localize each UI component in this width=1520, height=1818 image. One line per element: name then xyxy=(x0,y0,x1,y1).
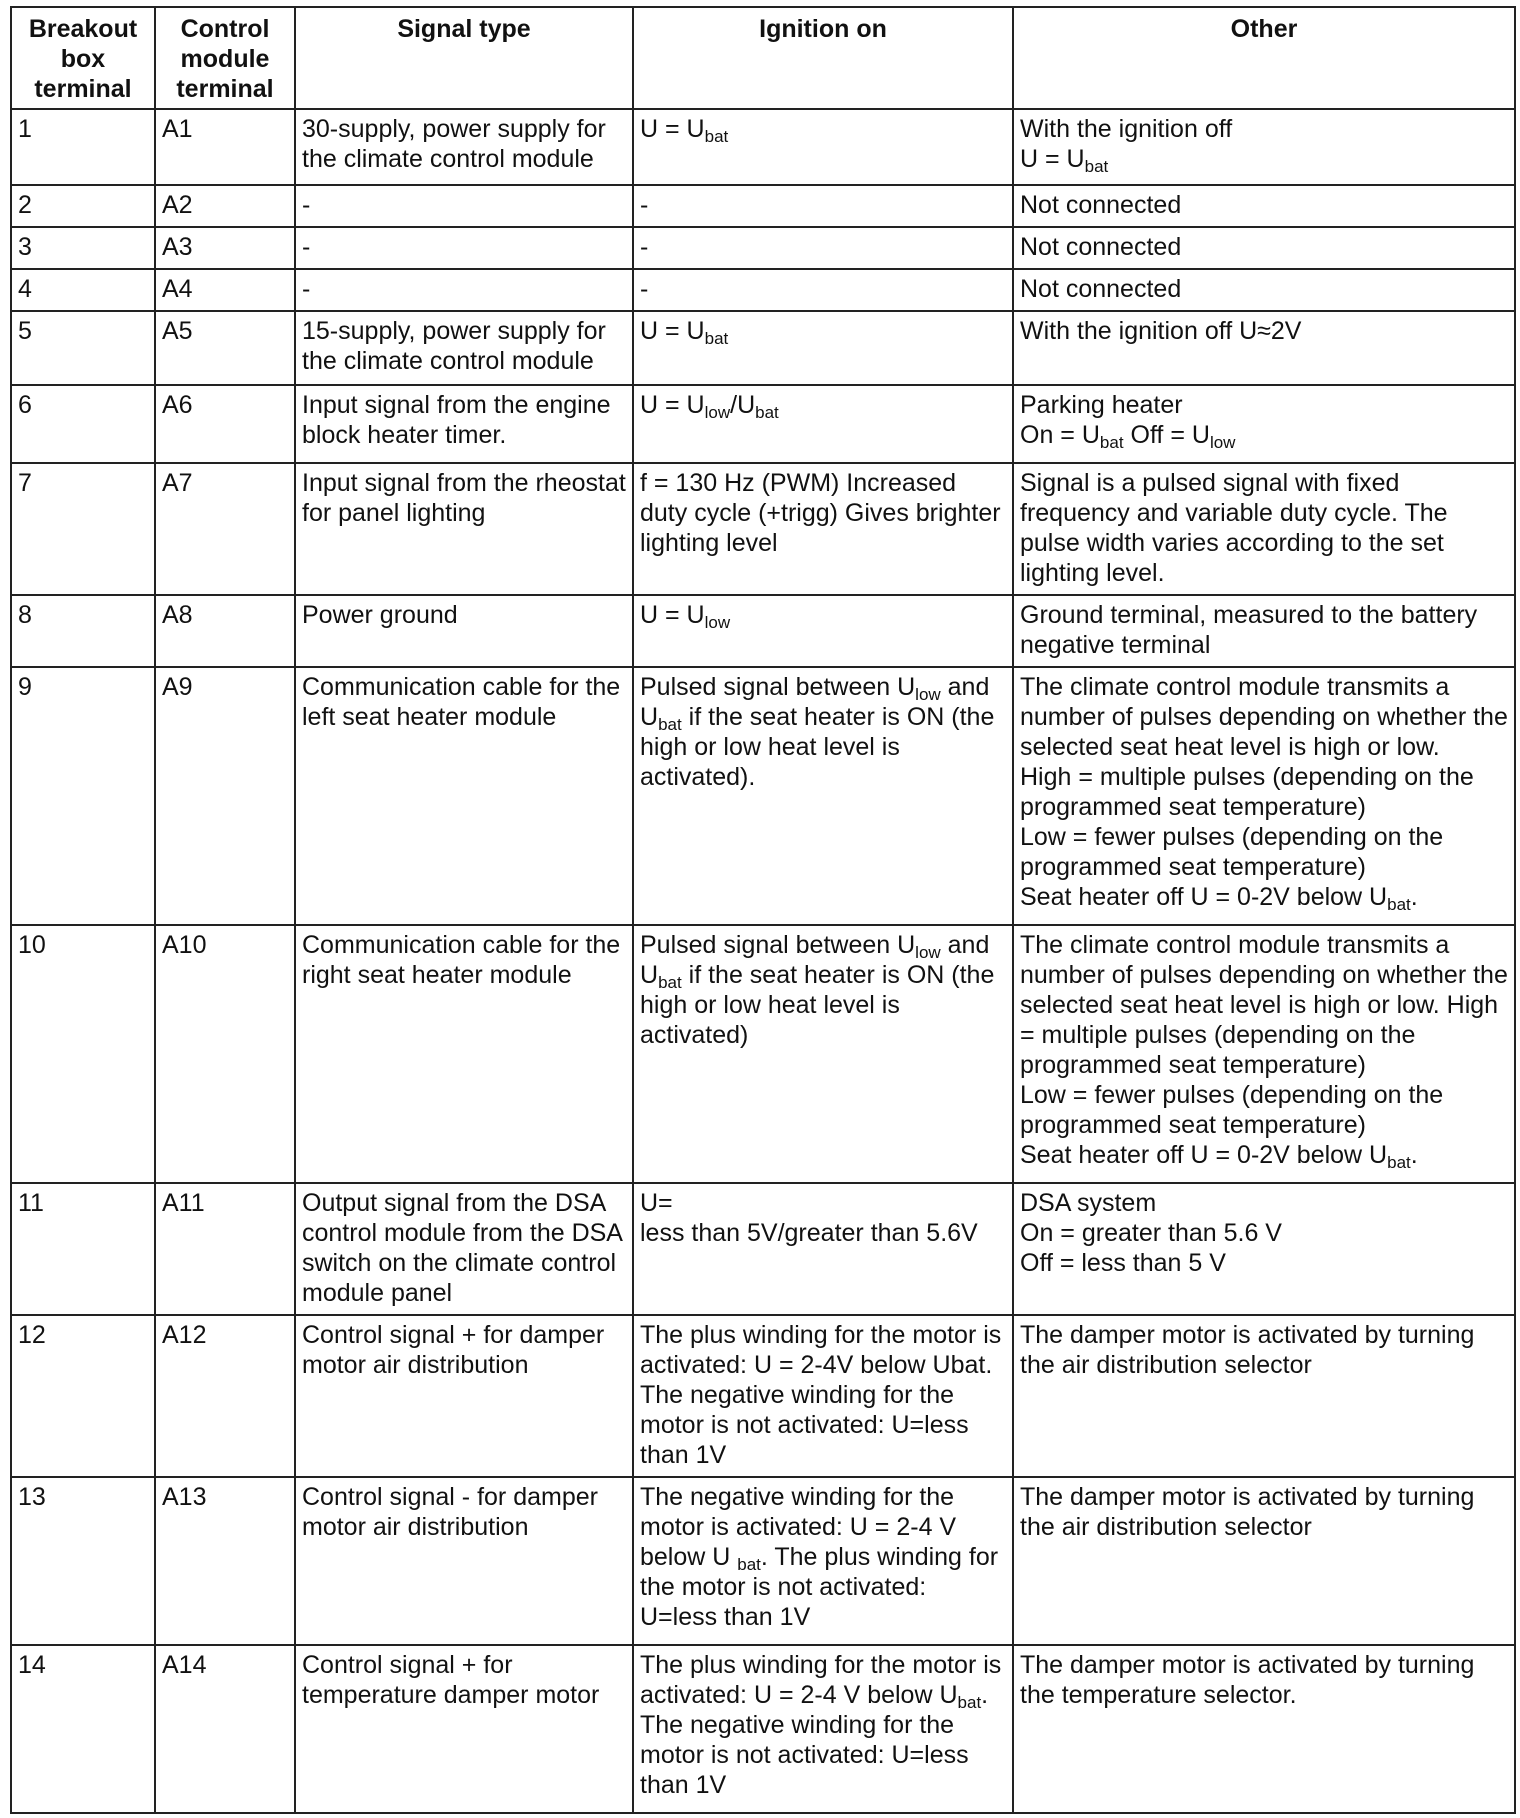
cell-text: Pulsed signal between $U_{low}$ and xyxy=(640,931,990,962)
cell-text: The negative winding for the xyxy=(640,1711,955,1739)
cell-breakout-terminal xyxy=(11,463,155,595)
cell-module-terminal xyxy=(155,311,295,385)
cell-ignition-on xyxy=(633,1477,1013,1645)
cell-text: the climate control module xyxy=(302,145,594,173)
cell-other xyxy=(1013,385,1515,463)
cell-breakout-terminal xyxy=(11,385,155,463)
cell-text: number of pulses depending on whether the xyxy=(1020,961,1508,989)
cell-other xyxy=(1013,1315,1515,1477)
subscript: bat xyxy=(1387,895,1411,914)
cell-module-terminal xyxy=(155,667,295,925)
cell-module-terminal xyxy=(155,1183,295,1315)
cell-text: motor is not activated: U=less xyxy=(640,1741,969,1769)
cell-text: control module from the DSA xyxy=(302,1219,623,1247)
cell-other xyxy=(1013,109,1515,185)
cell-other xyxy=(1013,311,1515,385)
cell-text: $On = U_{bat}$ Off = $U_{low}$ xyxy=(1020,421,1236,452)
cell-text: - xyxy=(640,233,649,261)
cell-breakout-terminal xyxy=(11,185,155,227)
cell-text: = multiple pulses (depending on the xyxy=(1020,1021,1416,1049)
cell-text: The negative winding for the xyxy=(640,1483,955,1511)
cell-text: A8 xyxy=(162,601,193,629)
header-text: module xyxy=(180,45,270,73)
cell-text: frequency and variable duty cycle. The xyxy=(1020,499,1448,527)
cell-text: high or low heat level is xyxy=(640,733,900,761)
cell-text: selected seat heat level is high or low. High xyxy=(1020,991,1499,1019)
cell-text: A14 xyxy=(162,1651,207,1679)
cell-text: On = greater than 5.6 V xyxy=(1020,1219,1282,1247)
table-row xyxy=(11,925,1515,1183)
cell-text: Communication cable for the xyxy=(302,931,621,959)
cell-ignition-on xyxy=(633,109,1013,185)
cell-ignition-on xyxy=(633,1315,1013,1477)
cell-other xyxy=(1013,185,1515,227)
header-text: Signal type xyxy=(397,15,531,43)
cell-text: The plus winding for the motor is xyxy=(640,1651,1002,1679)
cell-text: selected seat heat level is high or low. xyxy=(1020,733,1440,761)
table-row xyxy=(11,595,1515,667)
cell-text: 30-supply, power supply for xyxy=(302,115,606,143)
cell-module-terminal xyxy=(155,385,295,463)
subscript: bat xyxy=(704,329,729,348)
cell-text: activated) xyxy=(640,1021,749,1049)
cell-text: activated). xyxy=(640,763,756,791)
cell-text: number of pulses depending on whether the xyxy=(1020,703,1508,731)
cell-text: Control signal - for damper xyxy=(302,1483,598,1511)
cell-breakout-terminal xyxy=(11,925,155,1183)
cell-text: Power ground xyxy=(302,601,458,629)
cell-text: 3 xyxy=(18,233,32,261)
cell-ignition-on xyxy=(633,667,1013,925)
cell-text: U= xyxy=(640,1189,673,1217)
cell-module-terminal xyxy=(155,227,295,269)
cell-text: Input signal from the engine xyxy=(302,391,611,419)
cell-signal-type xyxy=(295,227,633,269)
header-signal-type xyxy=(295,7,633,109)
cell-text: programmed seat temperature) xyxy=(1020,793,1366,821)
cell-text: lighting level xyxy=(640,529,778,557)
cell-module-terminal xyxy=(155,185,295,227)
subscript: low xyxy=(1209,433,1236,452)
cell-text: Not connected xyxy=(1020,191,1182,219)
cell-module-terminal xyxy=(155,1315,295,1477)
cell-text: The climate control module transmits a xyxy=(1020,931,1450,959)
cell-signal-type xyxy=(295,667,633,925)
cell-text: motor air distribution xyxy=(302,1513,529,1541)
cell-text: 1 xyxy=(18,115,32,143)
cell-other xyxy=(1013,1645,1515,1813)
cell-text: temperature damper motor xyxy=(302,1681,600,1709)
cell-breakout-terminal xyxy=(11,109,155,185)
cell-breakout-terminal xyxy=(11,1315,155,1477)
cell-text: Output signal from the DSA xyxy=(302,1189,607,1217)
cell-text: DSA system xyxy=(1020,1189,1157,1217)
table-row xyxy=(11,1477,1515,1645)
table-row xyxy=(11,227,1515,269)
cell-text: Not connected xyxy=(1020,275,1182,303)
cell-module-terminal xyxy=(155,269,295,311)
header-text: Other xyxy=(1230,15,1298,43)
cell-ignition-on xyxy=(633,1183,1013,1315)
cell-signal-type xyxy=(295,311,633,385)
subscript: bat xyxy=(957,1693,982,1712)
cell-text: A7 xyxy=(162,469,193,497)
cell-text: 13 xyxy=(18,1483,46,1511)
cell-text: Communication cable for the xyxy=(302,673,621,701)
cell-text: high or low heat level is xyxy=(640,991,900,1019)
cell-other xyxy=(1013,595,1515,667)
cell-other xyxy=(1013,227,1515,269)
cell-text: $U = U_{bat}$ xyxy=(640,115,729,146)
cell-breakout-terminal xyxy=(11,1477,155,1645)
cell-other xyxy=(1013,1477,1515,1645)
table-row xyxy=(11,1645,1515,1813)
header-text: Ignition on xyxy=(759,15,887,43)
cell-ignition-on xyxy=(633,463,1013,595)
table-row xyxy=(11,1315,1515,1477)
cell-ignition-on xyxy=(633,385,1013,463)
cell-text: Pulsed signal between $U_{low}$ and xyxy=(640,673,990,704)
cell-text: $U_{bat}$ if the seat heater is ON (the xyxy=(640,961,995,992)
cell-signal-type xyxy=(295,185,633,227)
cell-text: A11 xyxy=(162,1189,205,1217)
cell-breakout-terminal xyxy=(11,667,155,925)
cell-text: - xyxy=(302,191,311,219)
cell-text: the air distribution selector xyxy=(1020,1513,1312,1541)
subscript: bat xyxy=(658,973,682,992)
cell-text: activated: U = 2-4V below Ubat. xyxy=(640,1351,993,1379)
cell-module-terminal xyxy=(155,925,295,1183)
cell-text: block heater timer. xyxy=(302,421,507,449)
cell-text: activated: U = 2-4 V below $U_{bat}$. xyxy=(640,1681,989,1712)
cell-text: duty cycle (+trigg) Gives brighter xyxy=(640,499,1001,527)
header-other xyxy=(1013,7,1515,109)
header-text: terminal xyxy=(176,75,274,103)
cell-module-terminal xyxy=(155,1645,295,1813)
terminal-table xyxy=(10,6,1516,1814)
cell-other xyxy=(1013,667,1515,925)
cell-text: With the ignition off U≈2V xyxy=(1020,317,1302,345)
cell-text: Seat heater off U = 0-2V below $U_{bat}$. xyxy=(1020,883,1418,914)
cell-text: below U $_{bat}$. The plus winding for xyxy=(640,1543,999,1574)
cell-text: the air distribution selector xyxy=(1020,1351,1312,1379)
subscript: bat xyxy=(704,127,729,146)
cell-signal-type xyxy=(295,925,633,1183)
cell-module-terminal xyxy=(155,1477,295,1645)
cell-text: A5 xyxy=(162,317,193,345)
table-row xyxy=(11,463,1515,595)
cell-text: the motor is not activated: xyxy=(640,1573,927,1601)
cell-text: - xyxy=(640,275,649,303)
cell-signal-type xyxy=(295,109,633,185)
cell-text: - xyxy=(302,275,311,303)
cell-text: - xyxy=(640,191,649,219)
cell-text: The damper motor is activated by turning xyxy=(1020,1483,1475,1511)
cell-text: 7 xyxy=(18,469,32,497)
table-row xyxy=(11,185,1515,227)
cell-text: 5 xyxy=(18,317,32,345)
cell-text: Seat heater off U = 0-2V below $U_{bat}$. xyxy=(1020,1141,1418,1172)
cell-text: Low = fewer pulses (depending on the xyxy=(1020,1081,1444,1109)
subscript: low xyxy=(704,403,731,422)
cell-ignition-on xyxy=(633,925,1013,1183)
cell-text: $U = U_{bat}$ xyxy=(1020,145,1109,176)
cell-text: 11 xyxy=(18,1189,44,1217)
cell-text: motor is activated: U = 2-4 V xyxy=(640,1513,957,1541)
cell-text: 6 xyxy=(18,391,32,419)
cell-text: pulse width varies according to the set xyxy=(1020,529,1444,557)
cell-signal-type xyxy=(295,463,633,595)
cell-text: programmed seat temperature) xyxy=(1020,1111,1366,1139)
cell-other xyxy=(1013,925,1515,1183)
cell-module-terminal xyxy=(155,595,295,667)
cell-text: U=less than 1V xyxy=(640,1603,811,1631)
cell-text: negative terminal xyxy=(1020,631,1211,659)
header-text: Breakout xyxy=(28,15,138,43)
cell-ignition-on xyxy=(633,227,1013,269)
cell-other xyxy=(1013,1183,1515,1315)
cell-text: Off = less than 5 V xyxy=(1020,1249,1226,1277)
cell-text: 8 xyxy=(18,601,32,629)
cell-ignition-on xyxy=(633,595,1013,667)
cell-text: The climate control module transmits a xyxy=(1020,673,1450,701)
header-row xyxy=(11,7,1515,109)
table-row xyxy=(11,311,1515,385)
cell-signal-type xyxy=(295,385,633,463)
cell-text: 4 xyxy=(18,275,32,303)
cell-breakout-terminal xyxy=(11,1645,155,1813)
subscript: bat xyxy=(1084,157,1109,176)
subscript: low xyxy=(915,943,941,962)
cell-text: 2 xyxy=(18,191,32,219)
cell-breakout-terminal xyxy=(11,227,155,269)
cell-text: Low = fewer pulses (depending on the xyxy=(1020,823,1444,851)
cell-text: A6 xyxy=(162,391,193,419)
header-breakout-terminal xyxy=(11,7,155,109)
cell-text: - xyxy=(302,233,311,261)
cell-text: A4 xyxy=(162,275,193,303)
cell-text: module panel xyxy=(302,1279,453,1307)
cell-text: Input signal from the rheostat xyxy=(302,469,626,497)
cell-text: A1 xyxy=(162,115,193,143)
cell-text: Not connected xyxy=(1020,233,1182,261)
cell-text: 15-supply, power supply for xyxy=(302,317,606,345)
subscript: low xyxy=(915,685,941,704)
header-text: terminal xyxy=(34,75,132,103)
cell-ignition-on xyxy=(633,269,1013,311)
subscript: bat xyxy=(737,1555,761,1574)
header-text: Control xyxy=(180,15,270,43)
cell-text: lighting level. xyxy=(1020,559,1165,587)
cell-text: the temperature selector. xyxy=(1020,1681,1297,1709)
cell-text: $U = U_{bat}$ xyxy=(640,317,729,348)
cell-text: A2 xyxy=(162,191,193,219)
cell-text: for panel lighting xyxy=(302,499,486,527)
cell-signal-type xyxy=(295,269,633,311)
cell-ignition-on xyxy=(633,311,1013,385)
header-module-terminal xyxy=(155,7,295,109)
cell-text: 14 xyxy=(18,1651,46,1679)
cell-text: The damper motor is activated by turning xyxy=(1020,1321,1475,1349)
cell-text: Signal is a pulsed signal with fixed xyxy=(1020,469,1400,497)
cell-text: $U_{bat}$ if the seat heater is ON (the xyxy=(640,703,995,734)
cell-text: Control signal + for damper xyxy=(302,1321,605,1349)
cell-text: A9 xyxy=(162,673,193,701)
cell-text: motor is not activated: U=less xyxy=(640,1411,969,1439)
header-ignition-on xyxy=(633,7,1013,109)
table-row xyxy=(11,1183,1515,1315)
cell-text: $U = U_{low}$ xyxy=(640,601,731,632)
cell-other xyxy=(1013,463,1515,595)
subscript: low xyxy=(704,613,731,632)
cell-text: programmed seat temperature) xyxy=(1020,1051,1366,1079)
cell-text: the climate control module xyxy=(302,347,594,375)
cell-text: A3 xyxy=(162,233,193,261)
cell-breakout-terminal xyxy=(11,1183,155,1315)
cell-module-terminal xyxy=(155,463,295,595)
cell-ignition-on xyxy=(633,1645,1013,1813)
cell-text: 12 xyxy=(18,1321,46,1349)
cell-signal-type xyxy=(295,1645,633,1813)
cell-signal-type xyxy=(295,1477,633,1645)
table-row xyxy=(11,667,1515,925)
cell-text: With the ignition off xyxy=(1020,115,1233,143)
cell-text: switch on the climate control xyxy=(302,1249,617,1277)
cell-text: less than 5V/greater than 5.6V xyxy=(640,1219,978,1247)
cell-text: Control signal + for xyxy=(302,1651,513,1679)
cell-text: The damper motor is activated by turning xyxy=(1020,1651,1475,1679)
subscript: bat xyxy=(1099,433,1124,452)
cell-text: 9 xyxy=(18,673,32,701)
cell-text: than 1V xyxy=(640,1771,727,1799)
cell-text: left seat heater module xyxy=(302,703,557,731)
cell-text: than 1V xyxy=(640,1441,727,1469)
cell-breakout-terminal xyxy=(11,311,155,385)
header-text: box xyxy=(60,45,106,73)
cell-signal-type xyxy=(295,1315,633,1477)
table-row xyxy=(11,269,1515,311)
subscript: bat xyxy=(1387,1153,1411,1172)
cell-text: 10 xyxy=(18,931,46,959)
cell-breakout-terminal xyxy=(11,269,155,311)
cell-text: f = 130 Hz (PWM) Increased xyxy=(640,469,957,497)
cell-text: Parking heater xyxy=(1020,391,1183,419)
cell-text: Ground terminal, measured to the battery xyxy=(1020,601,1478,629)
cell-text: motor air distribution xyxy=(302,1351,529,1379)
cell-text: A13 xyxy=(162,1483,207,1511)
cell-text: A12 xyxy=(162,1321,207,1349)
subscript: bat xyxy=(755,403,779,422)
cell-text: The plus winding for the motor is xyxy=(640,1321,1002,1349)
cell-signal-type xyxy=(295,1183,633,1315)
subscript: bat xyxy=(658,715,682,734)
cell-text: programmed seat temperature) xyxy=(1020,853,1366,881)
cell-text: High = multiple pulses (depending on the xyxy=(1020,763,1474,791)
cell-signal-type xyxy=(295,595,633,667)
table-row xyxy=(11,385,1515,463)
cell-text: right seat heater module xyxy=(302,961,572,989)
cell-text: The negative winding for the xyxy=(640,1381,955,1409)
cell-breakout-terminal xyxy=(11,595,155,667)
cell-text: A10 xyxy=(162,931,207,959)
cell-ignition-on xyxy=(633,185,1013,227)
cell-module-terminal xyxy=(155,109,295,185)
table-row xyxy=(11,109,1515,185)
cell-text: $U = U_{low}/U_{bat}$ xyxy=(640,391,779,422)
cell-other xyxy=(1013,269,1515,311)
